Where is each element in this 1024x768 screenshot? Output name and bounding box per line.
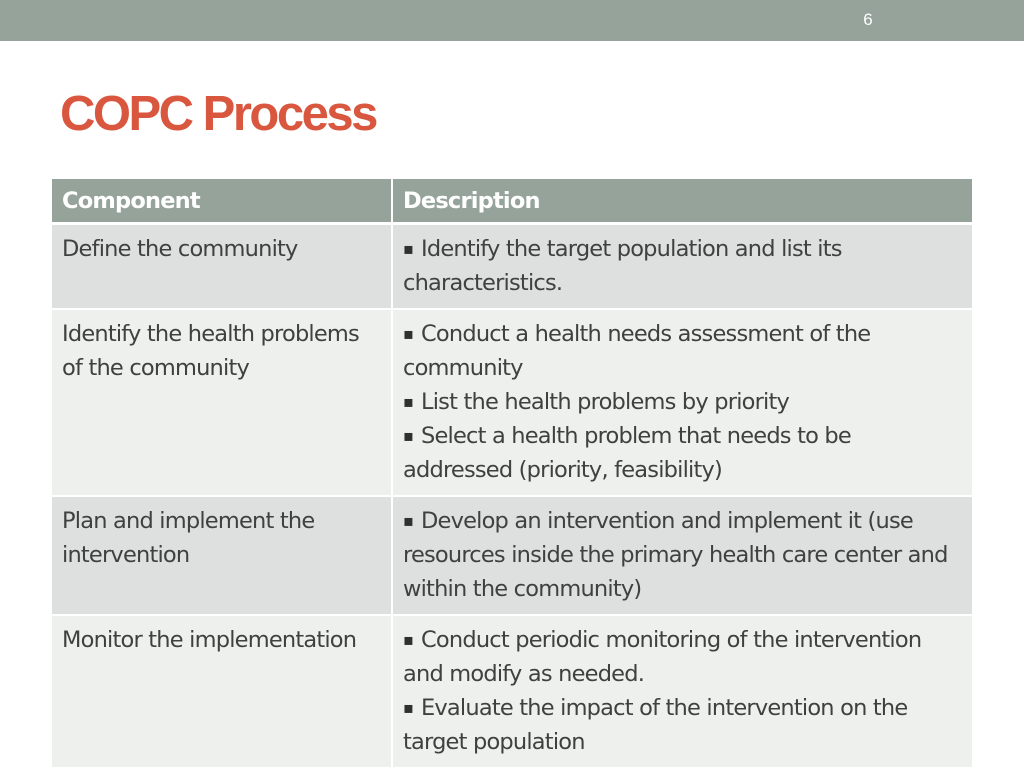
table-header-row xyxy=(52,179,972,224)
description-cell xyxy=(392,309,972,496)
component-cell: Identify the health problems of the community xyxy=(52,309,392,496)
table-row xyxy=(52,496,972,615)
slide-title: COPC Process xyxy=(60,87,376,141)
column-header-component: Component xyxy=(52,179,392,224)
table-row xyxy=(52,309,972,496)
description-bullet: ▪ Evaluate the impact of the intervention on the target population xyxy=(403,691,962,759)
top-banner xyxy=(0,0,1024,41)
description-cell xyxy=(392,224,972,310)
description-bullet: ▪ Conduct a health needs assessment of the community xyxy=(403,317,962,385)
description-cell xyxy=(392,496,972,615)
description-bullet: ▪ Conduct periodic monitoring of the intervention and modify as needed. xyxy=(403,623,962,691)
table-row xyxy=(52,224,972,310)
column-header-description: Description xyxy=(392,179,972,224)
description-cell xyxy=(392,615,972,767)
component-cell: Monitor the implementation xyxy=(52,615,392,767)
description-bullet: ▪ Select a health problem that needs to be addressed (priority, feasibility) xyxy=(403,419,962,487)
component-cell: Plan and implement the intervention xyxy=(52,496,392,615)
description-bullet: ▪ Identify the target population and list its characteristics. xyxy=(403,232,962,300)
copc-process-table xyxy=(52,179,972,767)
component-cell: Define the community xyxy=(52,224,392,310)
description-bullet: ▪ Develop an intervention and implement it (use resources inside the primary health care center and within the community) xyxy=(403,504,962,606)
table-row xyxy=(52,615,972,767)
description-bullet: ▪ List the health problems by priority xyxy=(403,385,962,419)
slide-number: 6 xyxy=(863,10,873,29)
